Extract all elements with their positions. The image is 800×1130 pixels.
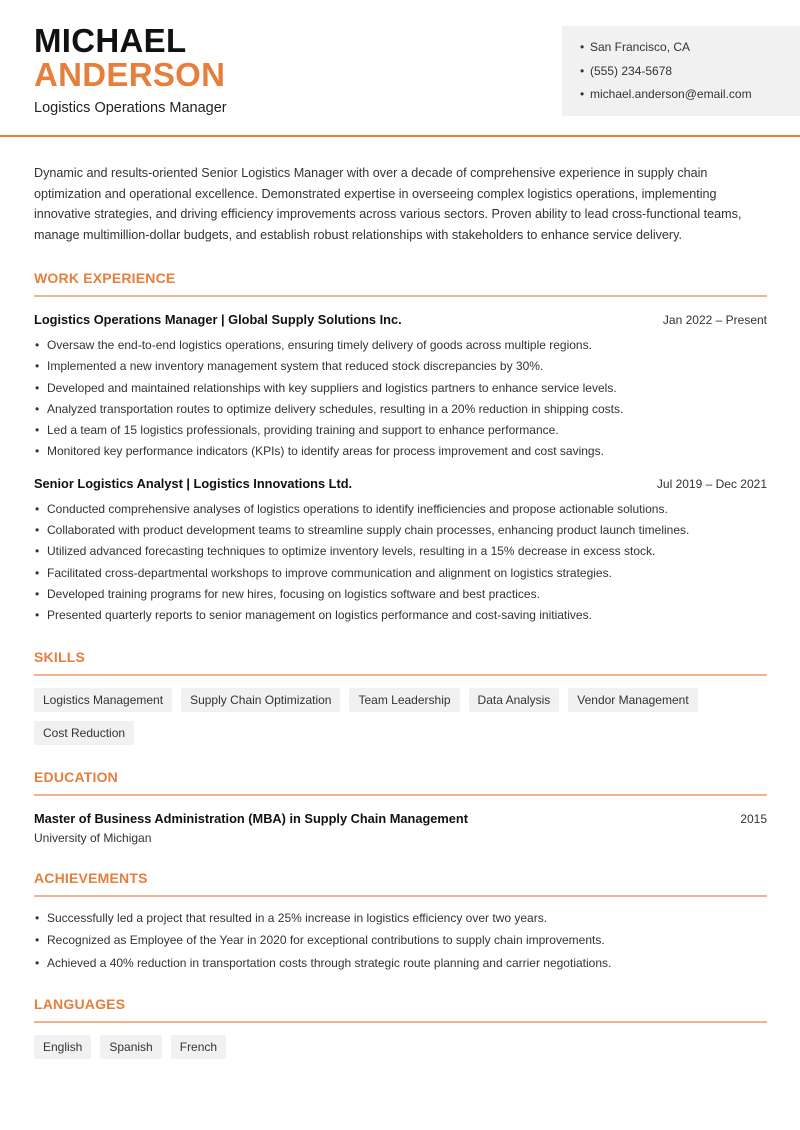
job-bullet: • Implemented a new inventory management system that reduced stock discrepancies by 30%. bbox=[34, 356, 767, 377]
education-section bbox=[34, 769, 767, 845]
achievements-list bbox=[34, 907, 767, 975]
education-header bbox=[34, 811, 767, 826]
contact-email-text[interactable]: michael.anderson@email.com bbox=[590, 87, 752, 101]
job-role: Senior Logistics Analyst | Logistics Innovations Ltd. bbox=[34, 475, 353, 491]
job-bullets bbox=[34, 499, 767, 627]
skill-tag: Vendor Management bbox=[568, 688, 697, 712]
language-tag: French bbox=[171, 1035, 226, 1059]
job-dates: Jul 2019 – Dec 2021 bbox=[656, 476, 767, 491]
contact-box bbox=[562, 26, 800, 116]
job-header bbox=[34, 312, 767, 327]
candidate-name bbox=[34, 24, 225, 92]
summary: Dynamic and results-oriented Senior Logistics Manager with over a decade of comprehensive experience in supply chain optimization and operational excellence. Demonstrated expertise in overseeing complex logistics operations, implementing innovative strategies, and driving efficiency improvements across various sectors. Proven ability to lead cross-functional teams, manage multimillion-dollar budgets, and establish robust relationships with stakeholders to enhance service delivery. bbox=[34, 166, 742, 242]
job-bullets bbox=[34, 335, 767, 463]
job-bullet: • Monitored key performance indicators (KPIs) to identify areas for process improvement and cost savings. bbox=[34, 441, 767, 462]
job-bullet: • Conducted comprehensive analyses of logistics operations to identify inefficiencies and propose actionable solutions. bbox=[34, 499, 767, 520]
skill-tag: Logistics Management bbox=[34, 688, 172, 712]
section-title-education: EDUCATION bbox=[34, 769, 767, 796]
achievement-item: • Successfully led a project that resulted in a 25% increase in logistics efficiency over two years. bbox=[34, 907, 767, 930]
section-title-languages: LANGUAGES bbox=[34, 996, 767, 1023]
achievement-item: • Recognized as Employee of the Year in 2020 for exceptional contributions to supply chain improvements. bbox=[34, 929, 767, 952]
skill-tag: Cost Reduction bbox=[34, 721, 134, 745]
education-school: University of Michigan bbox=[34, 830, 152, 845]
section-title-skills: SKILLS bbox=[34, 649, 767, 676]
education-degree: Master of Business Administration (MBA) in Supply Chain Management bbox=[34, 810, 468, 826]
languages-list bbox=[34, 1035, 724, 1059]
resume-body bbox=[34, 163, 767, 1059]
section-title-work: WORK EXPERIENCE bbox=[34, 270, 767, 297]
job-bullet: • Presented quarterly reports to senior management on logistics performance and cost-saving initiatives. bbox=[34, 605, 767, 626]
resume-header bbox=[0, 0, 800, 137]
first-name: MICHAEL bbox=[34, 22, 187, 59]
contact-location: • San Francisco, CA bbox=[580, 40, 691, 54]
skill-tag: Supply Chain Optimization bbox=[181, 688, 340, 712]
skill-tag: Data Analysis bbox=[469, 688, 560, 712]
skills-list bbox=[34, 688, 724, 745]
contact-phone: • (555) 234-5678 bbox=[580, 63, 673, 78]
section-title-achievements: ACHIEVEMENTS bbox=[34, 870, 767, 897]
job-bullet: • Led a team of 15 logistics professionals, providing training and support to enhance performance. bbox=[34, 420, 767, 441]
skills-section bbox=[34, 649, 767, 745]
last-name: ANDERSON bbox=[34, 56, 226, 93]
job-bullet: • Utilized advanced forecasting techniques to optimize inventory levels, resulting in a 15% decrease in excess stock. bbox=[34, 541, 767, 562]
language-tag: Spanish bbox=[100, 1035, 161, 1059]
achievements-section bbox=[34, 870, 767, 975]
language-tag: English bbox=[34, 1035, 91, 1059]
job-bullet: • Oversaw the end-to-end logistics operations, ensuring timely delivery of goods across multiple regions. bbox=[34, 335, 767, 356]
contact-phone-text: (555) 234-5678 bbox=[590, 63, 673, 78]
achievement-item: • Achieved a 40% reduction in transportation costs through strategic route planning and carrier negotiations. bbox=[34, 952, 767, 975]
job-bullet: • Analyzed transportation routes to optimize delivery schedules, resulting in a 20% reduction in shipping costs. bbox=[34, 399, 767, 420]
contact-email: • michael.anderson@email.com bbox=[580, 87, 752, 101]
job-title: Logistics Operations Manager bbox=[34, 100, 227, 116]
job-header bbox=[34, 476, 767, 491]
skill-tag: Team Leadership bbox=[349, 688, 459, 712]
job-dates: Jan 2022 – Present bbox=[662, 313, 767, 327]
education-year: 2015 bbox=[740, 811, 767, 826]
languages-section bbox=[34, 996, 767, 1059]
job-bullet: • Developed and maintained relationships with key suppliers and logistics partners to enhance service levels. bbox=[34, 378, 767, 399]
work-experience-section bbox=[34, 270, 767, 627]
job-bullet: • Facilitated cross-departmental workshops to improve communication and alignment on logistics strategies. bbox=[34, 563, 767, 584]
job-bullet: • Collaborated with product development teams to streamline supply chain processes, enhancing product launch timelines. bbox=[34, 520, 767, 541]
job-role: Logistics Operations Manager | Global Supply Solutions Inc. bbox=[34, 312, 402, 327]
job-bullet: • Developed training programs for new hires, focusing on logistics software and best practices. bbox=[34, 584, 767, 605]
contact-location-text: San Francisco, CA bbox=[590, 40, 691, 54]
